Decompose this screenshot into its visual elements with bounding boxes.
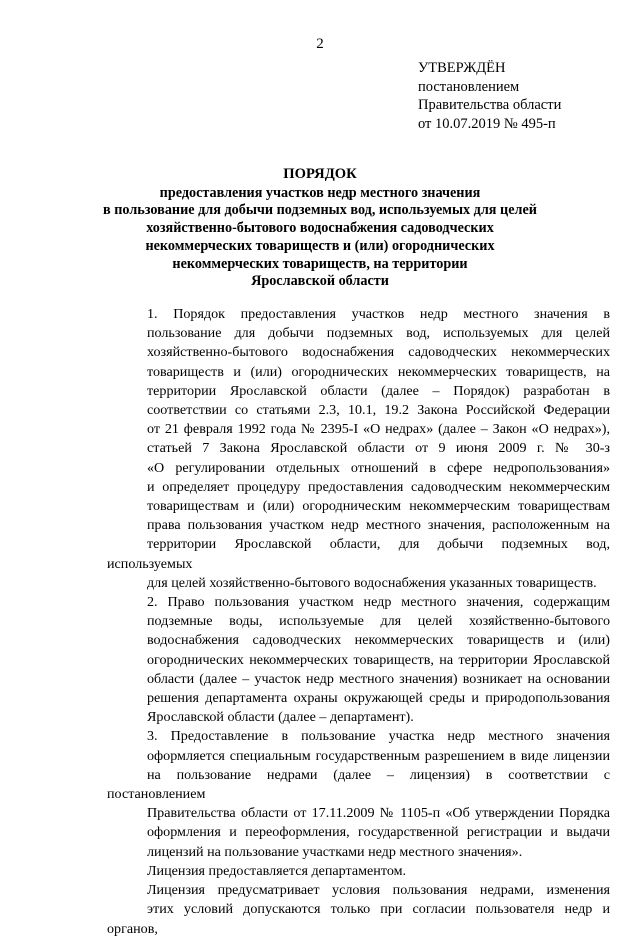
title-line: некоммерческих товариществ и (или) огороднических (145, 237, 495, 254)
approval-line: постановлением (418, 78, 520, 95)
text-line: от 21 февраля 1992 года № 2395-I «О недрах» (далее – Закон «О недрах»), (147, 421, 610, 438)
text-line: пользование для добычи подземных вод, используемых для целей (147, 325, 610, 342)
text-line: оформления и переоформления, государственной регистрации и выдачи (147, 824, 610, 841)
title-line: Ярославской области (251, 273, 389, 290)
text-line: территории Ярославской области (далее – Порядок) разработан в (147, 382, 610, 399)
text-line: подземные воды, используемые для целей хозяйственно-бытового (147, 613, 610, 630)
approval-stamp (418, 59, 561, 133)
paragraph-3 (107, 727, 610, 861)
approval-line: Правительства области (418, 97, 562, 113)
document-title (90, 166, 550, 291)
paragraph-2 (107, 593, 610, 727)
title-main: ПОРЯДОК (283, 166, 357, 182)
page-number: 2 (316, 36, 324, 52)
paragraph-4 (107, 862, 610, 881)
text-line: и определяет процедуру предоставления садоводческим некоммерческим (147, 478, 610, 495)
text-line: Лицензия предоставляется департаментом. (147, 862, 407, 879)
text-line: огороднических некоммерческих товариществ, на территории Ярославской (147, 651, 610, 668)
text-line: территории Ярославской области, для добычи подземных вод, используемых (107, 536, 610, 572)
title-line: в пользование для добычи подземных вод, используемых для целей (103, 202, 537, 219)
text-line: хозяйственно-бытового водоснабжения садоводческих некоммерческих (147, 344, 610, 361)
document-body (107, 305, 610, 939)
title-line: хозяйственно-бытового водоснабжения садоводческих (146, 220, 494, 237)
text-line: для целей хозяйственно-бытового водоснабжения указанных товариществ. (147, 574, 597, 591)
text-line: области (далее – участок недр местного значения) возникает на основании (147, 670, 610, 687)
text-line: оформляется специальным государственным разрешением в виде лицензии (147, 747, 610, 764)
text-line: лицензий на пользование участками недр местного значения». (147, 843, 523, 860)
text-line: 2. Право пользования участком недр местного значения, содержащим (147, 594, 610, 611)
text-line: Правительства области от 17.11.2009 № 1105-п «Об утверждении Порядка (147, 805, 610, 822)
text-line: решения департамента охраны окружающей среды и природопользования (147, 690, 610, 707)
text-line: товариществам и (или) огородническим некоммерческим товариществам (147, 498, 610, 515)
title-line: предоставления участков недр местного значения (159, 184, 481, 201)
text-line: соответствии со статьями 2.3, 10.1, 19.2 Закона Российской Федерации (147, 402, 610, 419)
approval-line: УТВЕРЖДЁН (418, 60, 506, 76)
text-line: 3. Предоставление в пользование участка недр местного значения (147, 728, 610, 745)
paragraph-5 (107, 881, 610, 939)
text-line: этих условий допускаются только при согласии пользователя недр и органов, (107, 901, 610, 937)
text-line: Лицензия предусматривает условия пользования недрами, изменения (147, 882, 610, 899)
text-line: права пользования участком недр местного значения, расположенным на (147, 517, 610, 534)
paragraph-1 (107, 305, 610, 593)
approval-line: от 10.07.2019 № 495-п (418, 115, 556, 132)
text-line: «О регулировании отдельных отношений в сфере недропользования» (147, 459, 610, 476)
text-line: на пользование недрами (далее – лицензия) в соответствии с постановлением (107, 766, 610, 803)
text-line: статьей 7 Закона Ярославской области от 9 июня 2009 г. № 30-з (147, 440, 610, 457)
text-line: водоснабжения садоводческих некоммерческих товариществ и (или) (147, 632, 610, 649)
text-line: Ярославской области (далее – департамент). (147, 709, 414, 726)
title-line: некоммерческих товариществ, на территории (172, 255, 468, 272)
text-line: товариществ и (или) огороднических некоммерческих товариществ, на (147, 363, 610, 380)
text-line: 1. Порядок предоставления участков недр местного значения в (147, 306, 610, 322)
